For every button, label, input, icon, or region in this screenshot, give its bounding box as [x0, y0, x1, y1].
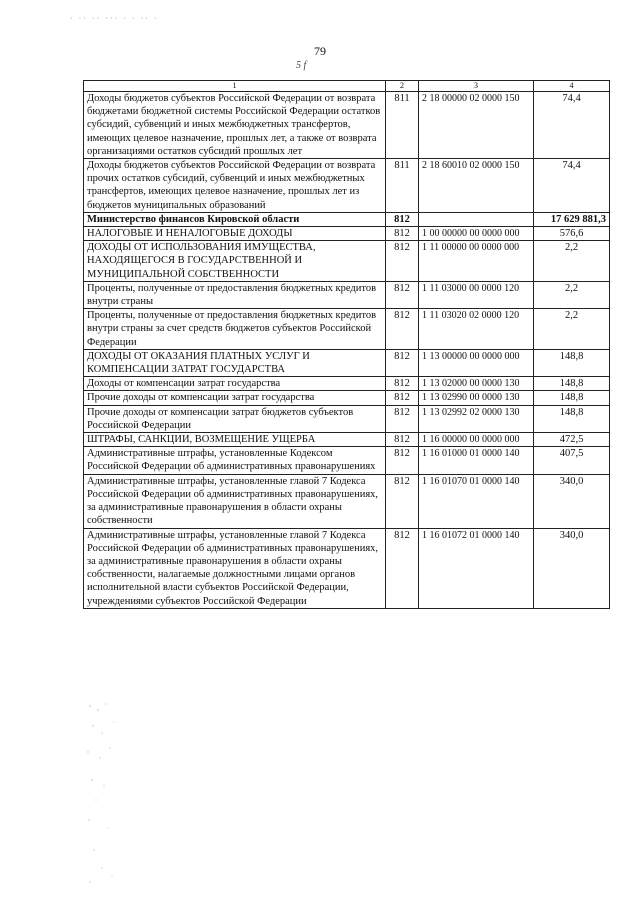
amount-cell: 472,5 [534, 433, 610, 447]
table-row [84, 528, 610, 608]
table-header-row [84, 81, 610, 92]
table-row [84, 377, 610, 391]
admin-code-cell: 812 [386, 377, 419, 391]
amount-cell: 74,4 [534, 159, 610, 213]
admin-code-cell: 812 [386, 447, 419, 474]
amount-cell: 17 629 881,3 [534, 212, 610, 226]
income-name-cell: Прочие доходы от компенсации затрат государства [84, 391, 386, 405]
admin-code-cell: 812 [386, 212, 419, 226]
budget-code-cell: 1 16 00000 00 0000 000 [419, 433, 534, 447]
admin-code-cell: 812 [386, 309, 419, 350]
budget-code-cell: 1 11 03000 00 0000 120 [419, 281, 534, 308]
budget-code-cell: 1 11 03020 02 0000 120 [419, 309, 534, 350]
table-row [84, 212, 610, 226]
column-number-4: 4 [534, 81, 610, 92]
budget-code-cell: 2 18 00000 02 0000 150 [419, 92, 534, 159]
amount-cell: 2,2 [534, 309, 610, 350]
table-row [84, 433, 610, 447]
income-name-cell: НАЛОГОВЫЕ И НЕНАЛОГОВЫЕ ДОХОДЫ [84, 227, 386, 241]
admin-code-cell: 812 [386, 391, 419, 405]
budget-code-cell: 1 13 00000 00 0000 000 [419, 349, 534, 376]
amount-cell: 2,2 [534, 281, 610, 308]
amount-cell: 148,8 [534, 349, 610, 376]
amount-cell: 2,2 [534, 241, 610, 282]
admin-code-cell: 812 [386, 227, 419, 241]
amount-cell: 148,8 [534, 405, 610, 432]
column-number-3: 3 [419, 81, 534, 92]
table-row [84, 474, 610, 528]
admin-code-cell: 811 [386, 92, 419, 159]
income-name-cell: Административные штрафы, установленные Кодексом Российской Федерации об административных правонарушениях [84, 447, 386, 474]
budget-code-cell: 1 13 02992 02 0000 130 [419, 405, 534, 432]
admin-code-cell: 812 [386, 405, 419, 432]
admin-code-cell: 812 [386, 241, 419, 282]
budget-code-cell: 1 16 01000 01 0000 140 [419, 447, 534, 474]
table-row [84, 391, 610, 405]
page-number: 79 [314, 44, 326, 58]
table-row [84, 281, 610, 308]
income-name-cell: Министерство финансов Кировской области [84, 212, 386, 226]
table-row [84, 349, 610, 376]
table-row [84, 309, 610, 350]
amount-cell: 74,4 [534, 92, 610, 159]
budget-code-cell: 1 11 00000 00 0000 000 [419, 241, 534, 282]
amount-cell: 148,8 [534, 391, 610, 405]
income-name-cell: Проценты, полученные от предоставления бюджетных кредитов внутри страны [84, 281, 386, 308]
income-name-cell: ДОХОДЫ ОТ ОКАЗАНИЯ ПЛАТНЫХ УСЛУГ И КОМПЕНСАЦИИ ЗАТРАТ ГОСУДАРСТВА [84, 349, 386, 376]
budget-code-cell: 1 00 00000 00 0000 000 [419, 227, 534, 241]
admin-code-cell: 812 [386, 281, 419, 308]
admin-code-cell: 812 [386, 528, 419, 608]
budget-code-cell [419, 212, 534, 226]
admin-code-cell: 812 [386, 349, 419, 376]
admin-code-cell: 812 [386, 433, 419, 447]
budget-code-cell: 2 18 60010 02 0000 150 [419, 159, 534, 213]
income-name-cell: Доходы бюджетов субъектов Российской Федерации от возврата прочих остатков субсидий, субвенций и иных межбюджетных трансфертов, имеющих целевое назначение, прошлых лет из бюджетов муниципальных образований [84, 159, 386, 213]
table-row [84, 159, 610, 213]
table-row [84, 405, 610, 432]
income-name-cell: Административные штрафы, установленные главой 7 Кодекса Российской Федерации об административных правонарушениях, за административные правонарушения в области охраны собственности, налагаемые должностными лицами органов исполнительной власти субъектов Российской Федерации, учреждениями субъектов Российской Федерации [84, 528, 386, 608]
admin-code-cell: 812 [386, 474, 419, 528]
income-name-cell: ДОХОДЫ ОТ ИСПОЛЬЗОВАНИЯ ИМУЩЕСТВА, НАХОДЯЩЕГОСЯ В ГОСУДАРСТВЕННОЙ И МУНИЦИПАЛЬНОЙ СОБСТВЕННОСТИ [84, 241, 386, 282]
amount-cell: 340,0 [534, 528, 610, 608]
budget-code-cell: 1 16 01072 01 0000 140 [419, 528, 534, 608]
table-row [84, 447, 610, 474]
revenue-table [83, 80, 610, 609]
column-number-1: 1 [84, 81, 386, 92]
income-name-cell: Прочие доходы от компенсации затрат бюджетов субъектов Российской Федерации [84, 405, 386, 432]
income-name-cell: Доходы бюджетов субъектов Российской Федерации от возврата бюджетами бюджетной системы Российской Федерации остатков субсидий, субвенций и иных межбюджетных трансфертов, имеющих целевое назначение, прошлых лет, а также от возврата организациями остатков субсидий прошлых лет [84, 92, 386, 159]
amount-cell: 576,6 [534, 227, 610, 241]
table-row [84, 227, 610, 241]
income-name-cell: ШТРАФЫ, САНКЦИИ, ВОЗМЕЩЕНИЕ УЩЕРБА [84, 433, 386, 447]
budget-code-cell: 1 13 02990 00 0000 130 [419, 391, 534, 405]
budget-code-cell: 1 13 02000 00 0000 130 [419, 377, 534, 391]
admin-code-cell: 811 [386, 159, 419, 213]
income-name-cell: Доходы от компенсации затрат государства [84, 377, 386, 391]
amount-cell: 148,8 [534, 377, 610, 391]
column-number-2: 2 [386, 81, 419, 92]
income-name-cell: Проценты, полученные от предоставления бюджетных кредитов внутри страны за счет средств бюджетов субъектов Российской Федерации [84, 309, 386, 350]
handwritten-mark: 5 f [296, 60, 307, 71]
scan-header-artifact: · ·· ·· ··· · · ·· · [70, 14, 159, 23]
amount-cell: 407,5 [534, 447, 610, 474]
table-row [84, 92, 610, 159]
scan-noise [84, 700, 164, 890]
table-body [84, 92, 610, 609]
budget-code-cell: 1 16 01070 01 0000 140 [419, 474, 534, 528]
income-name-cell: Административные штрафы, установленные главой 7 Кодекса Российской Федерации об административных правонарушениях, за административные правонарушения в области охраны собственности [84, 474, 386, 528]
amount-cell: 340,0 [534, 474, 610, 528]
table-row [84, 241, 610, 282]
